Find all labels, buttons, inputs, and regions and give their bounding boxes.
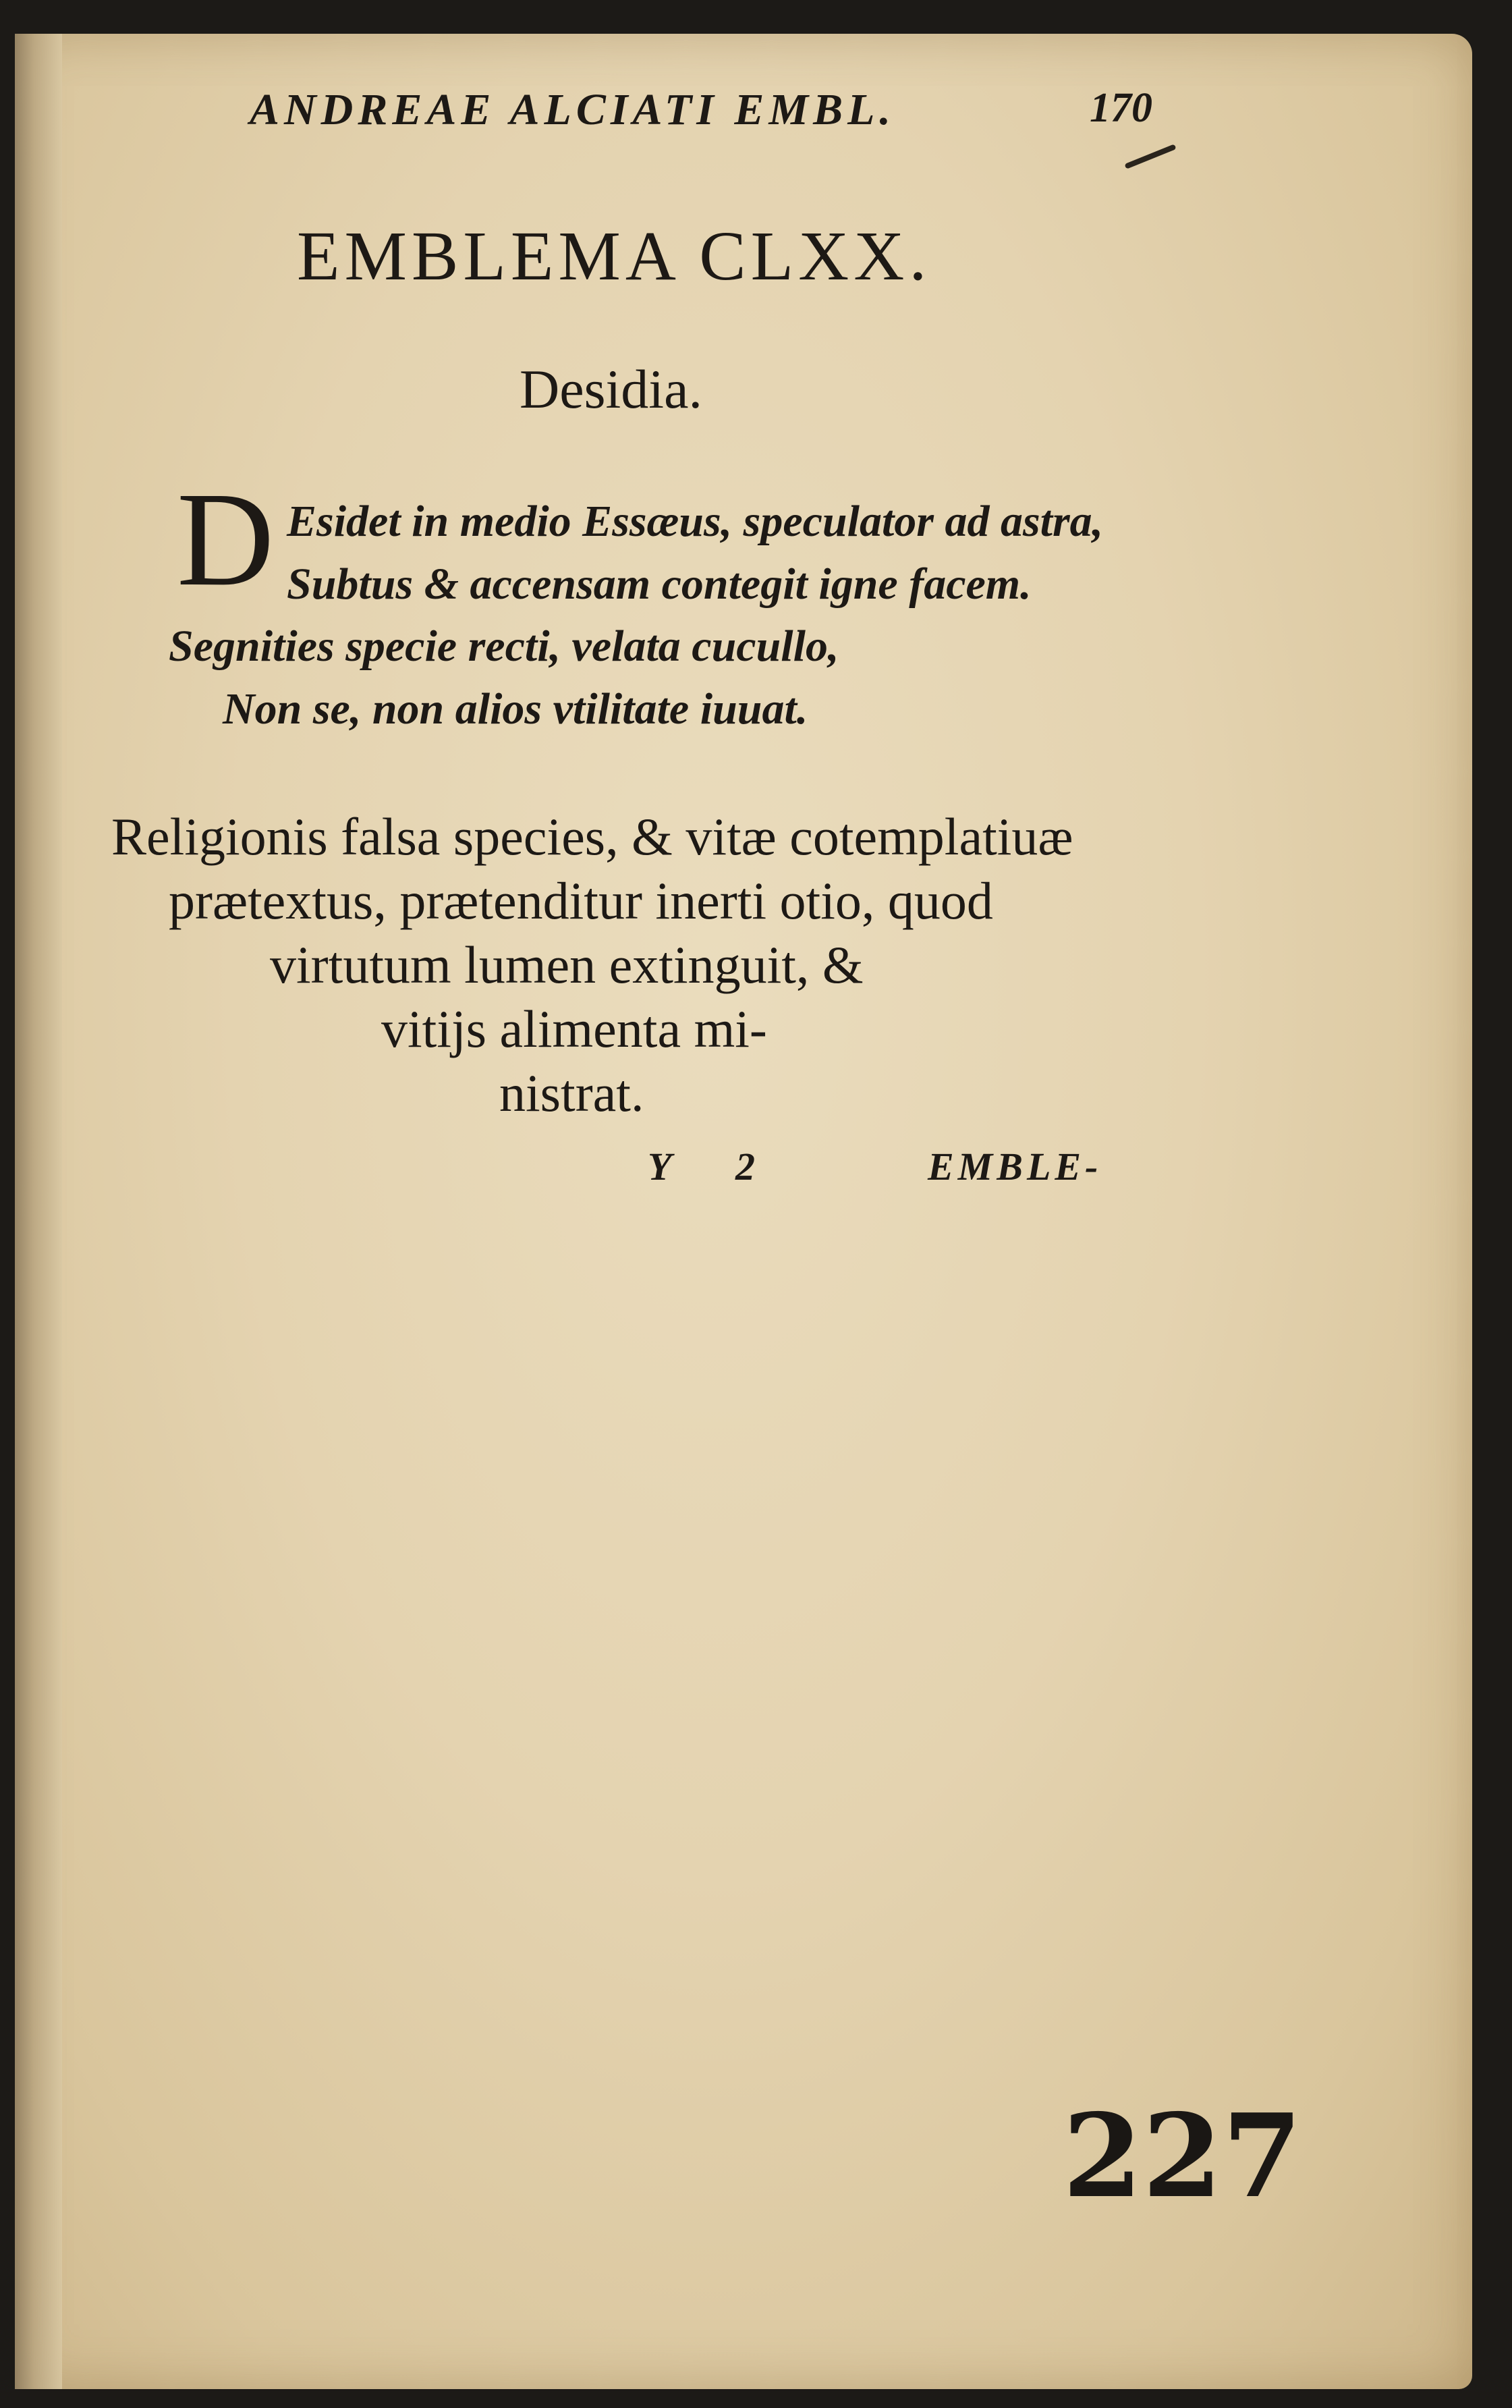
emblem-title: EMBLEMA CLXX. (297, 217, 932, 295)
book-page (15, 34, 1472, 2389)
signature-mark-letter: Y (648, 1145, 672, 1188)
library-stamp-number: 227 (1063, 2089, 1302, 2224)
folio-number: 170 (1090, 85, 1152, 131)
commentary-line-2: prætextus, prætenditur inerti otio, quod (169, 871, 993, 930)
commentary-line-4: vitijs alimenta mi- (381, 1000, 767, 1058)
verse-line-2: Subtus & accensam contegit igne facem. (287, 559, 1032, 609)
commentary-line-1: Religionis falsa species, & vitæ cotemplatiuæ (111, 807, 1073, 866)
page-gutter (15, 34, 62, 2389)
verse-line-1: Esidet in medio Essæus, speculator ad astra, (287, 497, 1104, 546)
running-title: ANDREAE ALCIATI EMBL. (250, 85, 895, 134)
emblem-subtitle: Desidia. (520, 358, 702, 420)
catchword: EMBLE- (928, 1145, 1102, 1188)
commentary-line-3: virtutum lumen extinguit, & (270, 935, 864, 994)
verse-line-4: Non se, non alios vtilitate iuuat. (223, 684, 808, 734)
commentary-line-5: nistrat. (499, 1064, 644, 1122)
signature-mark-number: 2 (735, 1145, 755, 1188)
verse-line-3: Segnities specie recti, velata cucullo, (169, 622, 839, 671)
drop-cap: D (177, 465, 275, 614)
